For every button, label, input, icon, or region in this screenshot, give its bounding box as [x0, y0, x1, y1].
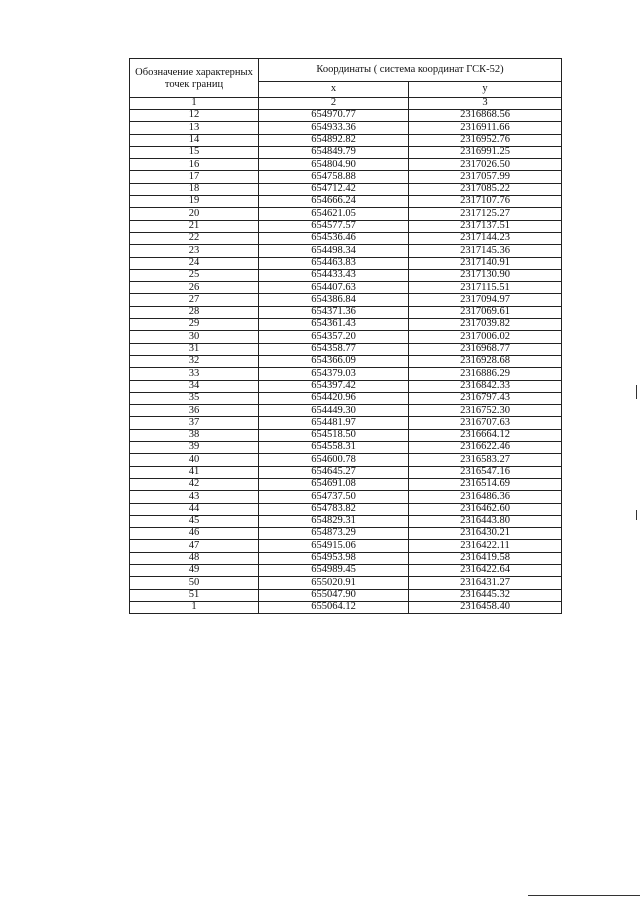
designation-header: Обозначение характерных точек границ	[130, 59, 259, 98]
y-coordinate-cell: 2317085.22	[409, 183, 562, 195]
x-coordinate-cell: 655047.90	[259, 589, 409, 601]
x-coordinate-cell: 654518.50	[259, 429, 409, 441]
y-coordinate-cell: 2317145.36	[409, 245, 562, 257]
x-coordinate-cell: 654420.96	[259, 392, 409, 404]
point-number-cell: 33	[130, 368, 259, 380]
x-coordinate-cell: 655064.12	[259, 601, 409, 613]
table-row	[130, 429, 562, 441]
x-coordinate-cell: 654989.45	[259, 564, 409, 576]
x-coordinate-cell: 654783.82	[259, 503, 409, 515]
table-row	[130, 417, 562, 429]
point-number-cell: 35	[130, 392, 259, 404]
table-row	[130, 134, 562, 146]
x-coordinate-cell: 654397.42	[259, 380, 409, 392]
y-coordinate-cell: 2316445.32	[409, 589, 562, 601]
table-row	[130, 601, 562, 613]
y-coordinate-cell: 2317115.51	[409, 282, 562, 294]
x-coordinate-cell: 654873.29	[259, 528, 409, 540]
y-coordinate-cell: 2316622.46	[409, 442, 562, 454]
point-number-cell: 44	[130, 503, 259, 515]
x-coordinate-cell: 654933.36	[259, 122, 409, 134]
table-row	[130, 331, 562, 343]
y-coordinate-cell: 2316928.68	[409, 355, 562, 367]
table-row	[130, 171, 562, 183]
x-coordinate-cell: 654804.90	[259, 159, 409, 171]
table-row	[130, 282, 562, 294]
coordinates-table	[129, 58, 562, 614]
table-row	[130, 122, 562, 134]
y-coordinate-cell: 2316797.43	[409, 392, 562, 404]
x-coordinate-cell: 655020.91	[259, 577, 409, 589]
y-coordinate-cell: 2317039.82	[409, 319, 562, 331]
coordinates-table-body	[130, 59, 562, 614]
point-number-cell: 1	[130, 601, 259, 613]
table-row	[130, 257, 562, 269]
table-row	[130, 368, 562, 380]
point-number-cell: 13	[130, 122, 259, 134]
x-coordinate-cell: 654577.57	[259, 220, 409, 232]
y-coordinate-cell: 2317069.61	[409, 306, 562, 318]
y-coordinate-cell: 2316886.29	[409, 368, 562, 380]
y-coordinate-cell: 2316430.21	[409, 528, 562, 540]
table-row	[130, 319, 562, 331]
y-coordinate-cell: 2316868.56	[409, 110, 562, 122]
point-number-cell: 15	[130, 146, 259, 158]
y-coordinate-cell: 2316422.64	[409, 564, 562, 576]
table-row	[130, 110, 562, 122]
y-coordinate-cell: 2316911.66	[409, 122, 562, 134]
point-number-cell: 48	[130, 552, 259, 564]
point-number-cell: 31	[130, 343, 259, 355]
x-coordinate-cell: 654915.06	[259, 540, 409, 552]
table-row	[130, 269, 562, 281]
x-coordinate-cell: 654449.30	[259, 405, 409, 417]
table-row	[130, 146, 562, 158]
x-coordinate-cell: 654892.82	[259, 134, 409, 146]
x-coordinate-cell: 654358.77	[259, 343, 409, 355]
table-row	[130, 392, 562, 404]
x-coordinate-cell: 654829.31	[259, 515, 409, 527]
x-coordinate-cell: 654666.24	[259, 196, 409, 208]
y-coordinate-cell: 2316419.58	[409, 552, 562, 564]
point-number-cell: 18	[130, 183, 259, 195]
table-row	[130, 343, 562, 355]
y-coordinate-cell: 2317125.27	[409, 208, 562, 220]
table-row	[130, 306, 562, 318]
y-coordinate-cell: 2316583.27	[409, 454, 562, 466]
table-row	[130, 183, 562, 195]
point-number-cell: 41	[130, 466, 259, 478]
point-number-cell: 38	[130, 429, 259, 441]
column-number: 2	[259, 98, 409, 110]
point-number-cell: 45	[130, 515, 259, 527]
y-coordinate-cell: 2316991.25	[409, 146, 562, 158]
y-coordinate-cell: 2317107.76	[409, 196, 562, 208]
point-number-cell: 29	[130, 319, 259, 331]
y-coordinate-cell: 2316752.30	[409, 405, 562, 417]
table-row	[130, 405, 562, 417]
point-number-cell: 30	[130, 331, 259, 343]
scan-edge-mark	[528, 895, 640, 896]
x-coordinate-cell: 654849.79	[259, 146, 409, 158]
table-row	[130, 515, 562, 527]
table-row	[130, 208, 562, 220]
x-coordinate-cell: 654463.83	[259, 257, 409, 269]
y-coordinate-cell: 2317026.50	[409, 159, 562, 171]
x-coordinate-cell: 654366.09	[259, 355, 409, 367]
point-number-cell: 49	[130, 564, 259, 576]
x-coordinate-cell: 654953.98	[259, 552, 409, 564]
table-row	[130, 159, 562, 171]
coordinates-header: Координаты ( система координат ГСК-52)	[259, 59, 562, 82]
table-header-row	[130, 59, 562, 82]
point-number-cell: 47	[130, 540, 259, 552]
point-number-cell: 36	[130, 405, 259, 417]
point-number-cell: 23	[130, 245, 259, 257]
y-coordinate-cell: 2316462.60	[409, 503, 562, 515]
x-coordinate-cell: 654712.42	[259, 183, 409, 195]
y-coordinate-cell: 2317130.90	[409, 269, 562, 281]
table-row	[130, 503, 562, 515]
y-coordinate-cell: 2316842.33	[409, 380, 562, 392]
table-row	[130, 454, 562, 466]
point-number-cell: 51	[130, 589, 259, 601]
x-coordinate-cell: 654481.97	[259, 417, 409, 429]
point-number-cell: 37	[130, 417, 259, 429]
y-coordinate-cell: 2317094.97	[409, 294, 562, 306]
column-number: 1	[130, 98, 259, 110]
x-coordinate-cell: 654970.77	[259, 110, 409, 122]
point-number-cell: 46	[130, 528, 259, 540]
point-number-cell: 17	[130, 171, 259, 183]
point-number-cell: 40	[130, 454, 259, 466]
point-number-cell: 25	[130, 269, 259, 281]
point-number-cell: 28	[130, 306, 259, 318]
y-coordinate-cell: 2316968.77	[409, 343, 562, 355]
table-row	[130, 589, 562, 601]
point-number-cell: 12	[130, 110, 259, 122]
table-row	[130, 466, 562, 478]
y-coordinate-cell: 2317006.02	[409, 331, 562, 343]
x-coordinate-cell: 654758.88	[259, 171, 409, 183]
table-row	[130, 220, 562, 232]
x-coordinate-cell: 654407.63	[259, 282, 409, 294]
y-coordinate-cell: 2316422.11	[409, 540, 562, 552]
y-coordinate-cell: 2316952.76	[409, 134, 562, 146]
point-number-cell: 42	[130, 478, 259, 490]
scan-edge-mark	[636, 510, 637, 520]
y-coordinate-cell: 2317140.91	[409, 257, 562, 269]
x-coordinate-cell: 654600.78	[259, 454, 409, 466]
x-coordinate-cell: 654386.84	[259, 294, 409, 306]
y-coordinate-cell: 2317057.99	[409, 171, 562, 183]
y-coordinate-cell: 2316431.27	[409, 577, 562, 589]
y-coordinate-cell: 2316486.36	[409, 491, 562, 503]
y-coordinate-cell: 2316707.63	[409, 417, 562, 429]
point-number-cell: 26	[130, 282, 259, 294]
x-coordinate-cell: 654558.31	[259, 442, 409, 454]
table-row	[130, 564, 562, 576]
y-header: y	[409, 82, 562, 98]
point-number-cell: 19	[130, 196, 259, 208]
x-coordinate-cell: 654691.08	[259, 478, 409, 490]
point-number-cell: 21	[130, 220, 259, 232]
x-coordinate-cell: 654361.43	[259, 319, 409, 331]
point-number-cell: 27	[130, 294, 259, 306]
column-number: 3	[409, 98, 562, 110]
table-row	[130, 540, 562, 552]
y-coordinate-cell: 2316458.40	[409, 601, 562, 613]
point-number-cell: 20	[130, 208, 259, 220]
x-coordinate-cell: 654621.05	[259, 208, 409, 220]
x-coordinate-cell: 654737.50	[259, 491, 409, 503]
table-row	[130, 478, 562, 490]
table-row	[130, 491, 562, 503]
table-row	[130, 528, 562, 540]
x-coordinate-cell: 654371.36	[259, 306, 409, 318]
point-number-cell: 22	[130, 232, 259, 244]
x-coordinate-cell: 654357.20	[259, 331, 409, 343]
y-coordinate-cell: 2317137.51	[409, 220, 562, 232]
table-row	[130, 245, 562, 257]
scan-edge-mark	[636, 385, 637, 399]
point-number-cell: 50	[130, 577, 259, 589]
y-coordinate-cell: 2316547.16	[409, 466, 562, 478]
x-coordinate-cell: 654433.43	[259, 269, 409, 281]
table-row	[130, 196, 562, 208]
point-number-cell: 34	[130, 380, 259, 392]
table-row	[130, 232, 562, 244]
table-row	[130, 442, 562, 454]
x-coordinate-cell: 654379.03	[259, 368, 409, 380]
table-row	[130, 294, 562, 306]
point-number-cell: 16	[130, 159, 259, 171]
table-row	[130, 552, 562, 564]
column-number-row	[130, 98, 562, 110]
point-number-cell: 14	[130, 134, 259, 146]
table-row	[130, 380, 562, 392]
y-coordinate-cell: 2316443.80	[409, 515, 562, 527]
x-header: x	[259, 82, 409, 98]
table-row	[130, 577, 562, 589]
x-coordinate-cell: 654498.34	[259, 245, 409, 257]
point-number-cell: 39	[130, 442, 259, 454]
point-number-cell: 43	[130, 491, 259, 503]
table-row	[130, 355, 562, 367]
y-coordinate-cell: 2316514.69	[409, 478, 562, 490]
x-coordinate-cell: 654536.46	[259, 232, 409, 244]
y-coordinate-cell: 2317144.23	[409, 232, 562, 244]
point-number-cell: 24	[130, 257, 259, 269]
point-number-cell: 32	[130, 355, 259, 367]
y-coordinate-cell: 2316664.12	[409, 429, 562, 441]
x-coordinate-cell: 654645.27	[259, 466, 409, 478]
